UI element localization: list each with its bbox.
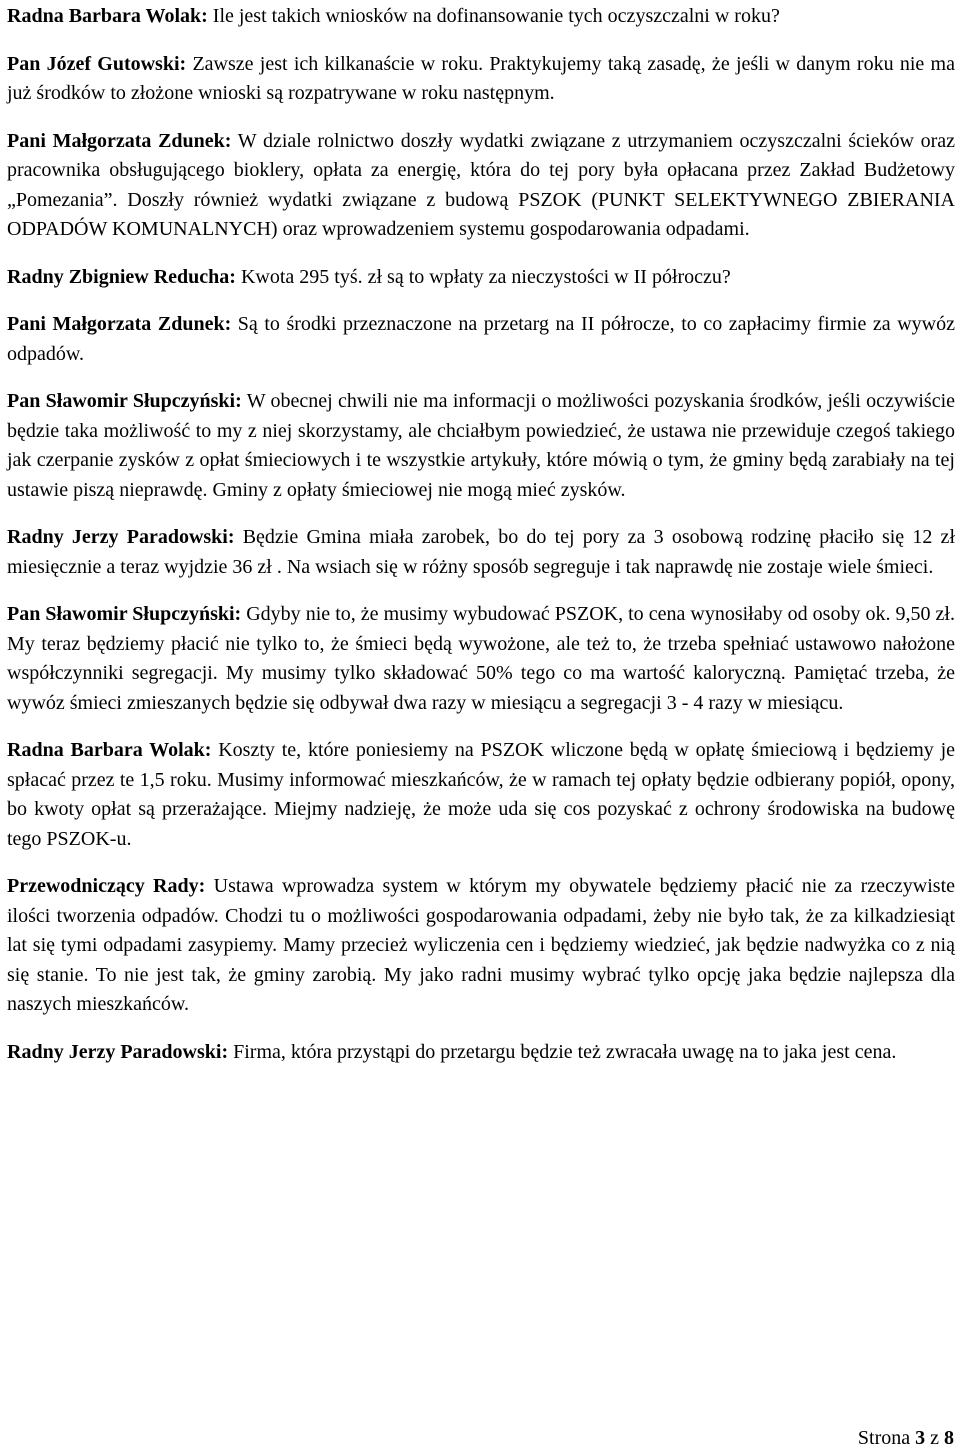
document-page bbox=[7, 2, 955, 1085]
paragraph-text: Będzie Gmina miała zarobek, bo do tej pory za 3 osobową rodzinę płaciło się 12 zł miesięcznie a teraz wyjdzie 36 zł . Na wsiach się w różny sposób segreguje i tak naprawdę nie zostaje wiele śmieci. bbox=[7, 526, 955, 578]
speaker-name: Radna Barbara Wolak: bbox=[7, 5, 208, 27]
paragraph-text: Są to środki przeznaczone na przetarg na II półrocze, to co zapłacimy firmie za wywóz odpadów. bbox=[7, 313, 955, 365]
paragraph-3 bbox=[7, 127, 955, 245]
paragraph-1 bbox=[7, 2, 955, 32]
speaker-name: Pan Sławomir Słupczyński: bbox=[7, 390, 242, 412]
speaker-name: Pani Małgorzata Zdunek: bbox=[7, 129, 232, 152]
paragraph-text: Gdyby nie to, że musimy wybudować PSZOK, to cena wynosiłaby od osoby ok. 9,50 zł. My teraz będziemy płacić nie tylko to, że śmieci będą wywożone, ale też to, że trzeba spełniać ustawowo nałożone współczynniki segregacji. My musimy tylko składować 50% tego co ma wartość kaloryczną. Pamiętać trzeba, że wywóz śmieci zmieszanych będzie się odbywał dwa razy w miesiącu a segregacji 3 - 4 razy w miesiącu. bbox=[7, 603, 955, 714]
paragraph-8 bbox=[7, 600, 955, 718]
paragraph-text: Koszty te, które poniesiemy na PSZOK wliczone będą w opłatę śmieciową i będziemy je spłacać przez te 1,5 roku. Musimy informować mieszkańców, że w ramach tej opłaty będzie odbierany popiół, opony, bo kwoty opłat są przerażające. Miejmy nadzieję, że może uda się cos pozyskać z ochrony środowiska na budowę tego PSZOK-u. bbox=[7, 739, 955, 850]
paragraph-text: W dziale rolnictwo doszły wydatki związane z utrzymaniem oczyszczalni ścieków oraz pracownika obsługującego bioklery, opłata za energię, która do tej pory była opłacana przez Zakład Budżetowy „Pomezania”. Doszły również wydatki związane z budową PSZOK (PUNKT SELEKTYWNEGO ZBIERANIA ODPADÓW KOMUNALNYCH) oraz wprowadzeniem systemu gospodarowania odpadami. bbox=[7, 129, 955, 240]
paragraph-text: Ustawa wprowadza system w którym my obywatele będziemy płacić nie za rzeczywiste ilości tworzenia odpadów. Chodzi tu o możliwości gospodarowania odpadami, żeby nie było tak, że za kilkadziesiąt lat się tymi odpadami zasypiemy. Mamy przecież wyliczenia cen i będziemy wiedzieć, jak będzie nadwyżka co z nią się stanie. To nie jest tak, że gminy zarobią. My jako radni musimy wybrać tylko opcję jaka będzie najlepsza dla naszych mieszkańców. bbox=[7, 875, 955, 1015]
paragraph-text: Firma, która przystąpi do przetargu będzie też zwracała uwagę na to jaka jest cena. bbox=[228, 1040, 897, 1063]
paragraph-10 bbox=[7, 872, 955, 1020]
paragraph-text: Ile jest takich wniosków na dofinansowanie tych oczyszczalni w roku? bbox=[207, 5, 780, 27]
paragraph-text: Kwota 295 tyś. zł są to wpłaty za nieczystości w II półroczu? bbox=[235, 265, 731, 288]
paragraph-6 bbox=[7, 387, 955, 505]
paragraph-7 bbox=[7, 523, 955, 582]
speaker-name: Pan Sławomir Słupczyński: bbox=[7, 603, 242, 625]
current-page-number: 3 bbox=[915, 1427, 926, 1449]
speaker-name: Radna Barbara Wolak: bbox=[7, 739, 212, 761]
page-number-footer bbox=[858, 1424, 954, 1452]
speaker-name: Radny Zbigniew Reducha: bbox=[7, 265, 236, 288]
paragraph-5 bbox=[7, 310, 955, 369]
paragraph-text: W obecnej chwili nie ma informacji o możliwości pozyskania środków, jeśli oczywiście będzie taka możliwość to my z niej skorzystamy, ale chciałbym powiedzieć, że ustawa nie przewiduje czegoś takiego jak czerpanie zysków z opłat śmieciowych i te wszystkie artykuły, które mówią o tym, że gminy będą zarabiały na tej ustawie piszą nieprawdę. Gminy z opłaty śmieciowej nie mogą mieć zysków. bbox=[7, 390, 955, 501]
page-label: Strona bbox=[857, 1427, 911, 1449]
paragraph-11 bbox=[7, 1038, 955, 1068]
speaker-name: Radny Jerzy Paradowski: bbox=[7, 1040, 229, 1063]
paragraph-4 bbox=[7, 263, 955, 293]
paragraph-9 bbox=[7, 736, 955, 854]
paragraph-text: Zawsze jest ich kilkanaście w roku. Praktykujemy taką zasadę, że jeśli w danym roku nie ma już środków to złożone wnioski są rozpatrywane w roku następnym. bbox=[7, 52, 955, 104]
speaker-name: Przewodniczący Rady: bbox=[7, 875, 206, 897]
speaker-name: Pani Małgorzata Zdunek: bbox=[7, 313, 232, 335]
paragraph-2 bbox=[7, 50, 955, 109]
speaker-name: Pan Józef Gutowski: bbox=[7, 52, 187, 75]
speaker-name: Radny Jerzy Paradowski: bbox=[7, 526, 235, 548]
page-of-label: z bbox=[930, 1427, 939, 1449]
total-pages-number: 8 bbox=[944, 1427, 954, 1449]
